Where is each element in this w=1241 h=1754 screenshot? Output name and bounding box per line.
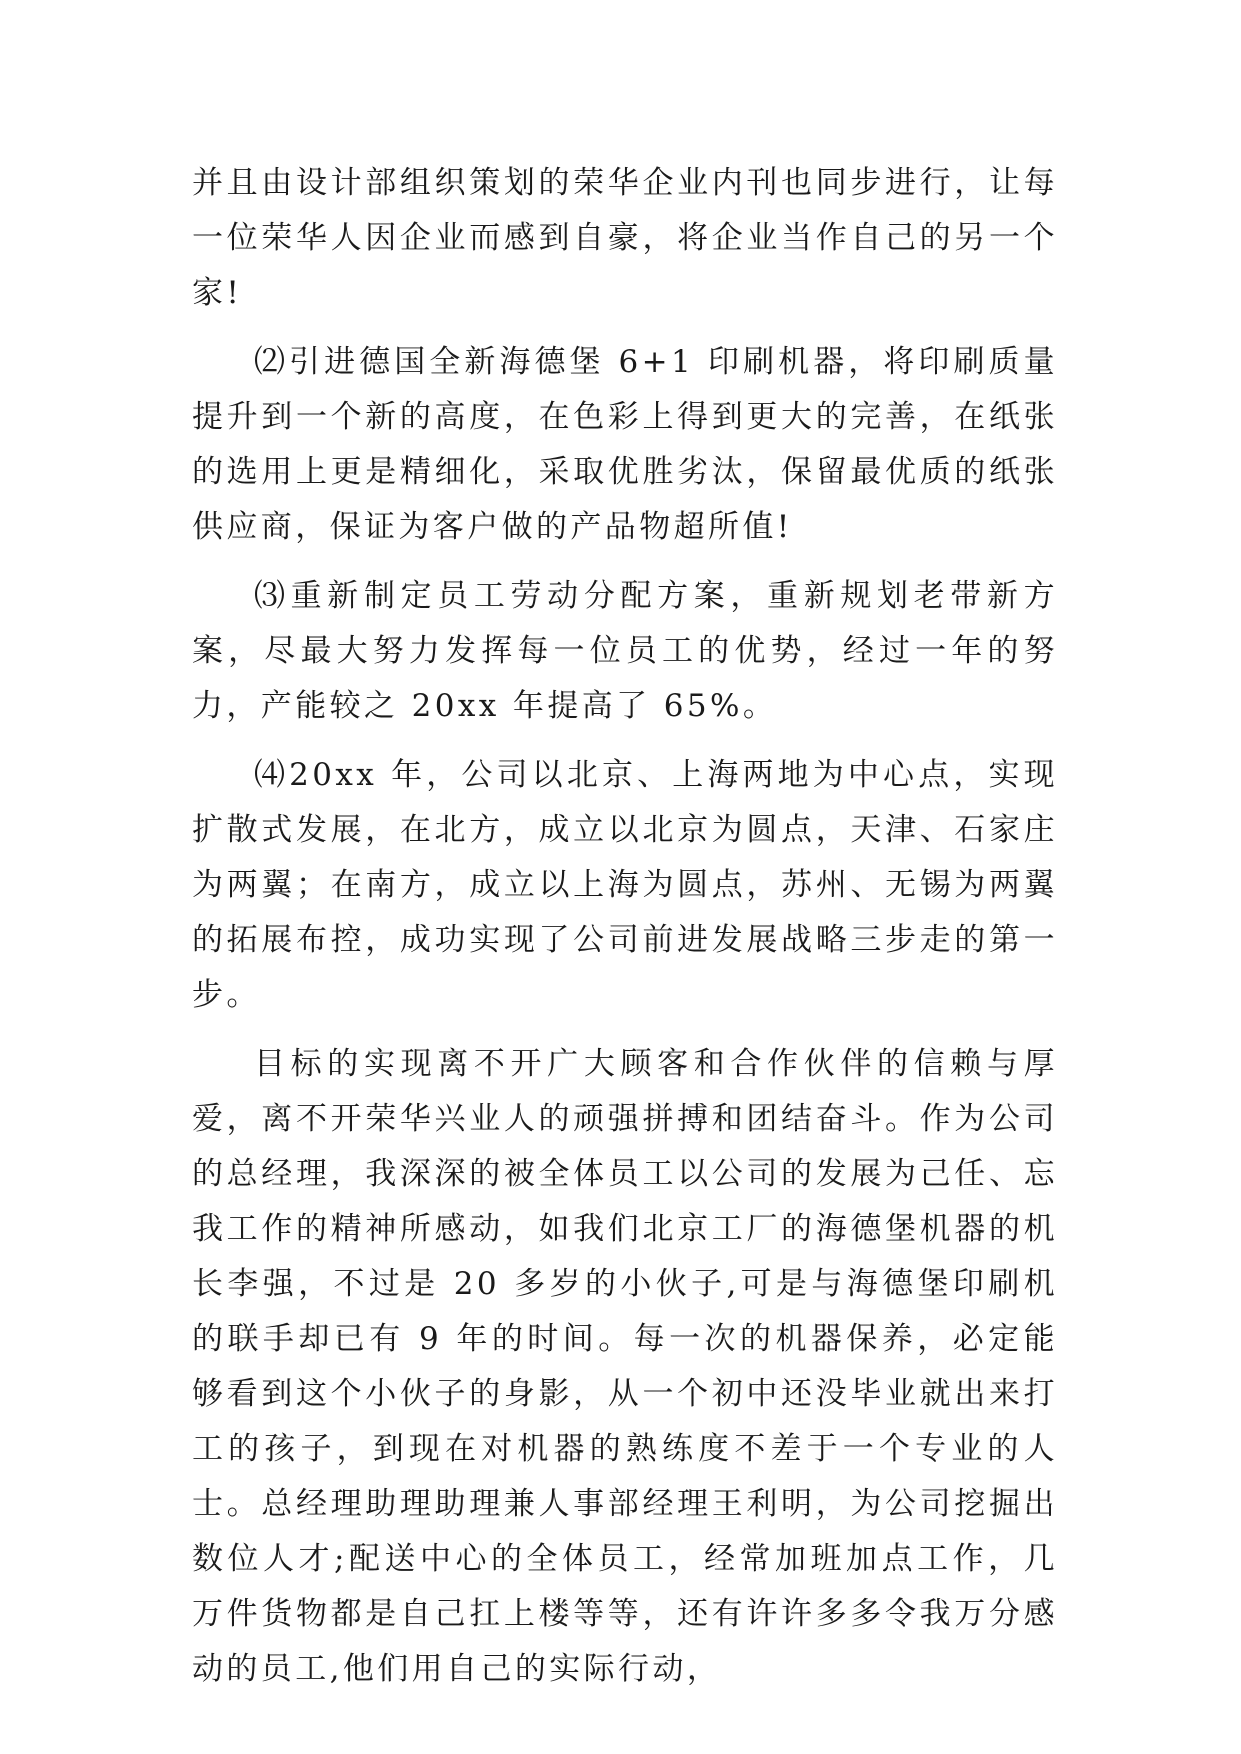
paragraph-staff-gratitude: 目标的实现离不开广大顾客和合作伙伴的信赖与厚爱，离不开荣华兴业人的顽强拼搏和团结奋斗。作为公司的总经理，我深深的被全体员工以公司的发展为己任、忘我工作的精神所感动，如我们北京工厂的海德堡机器的机长李强，不过是 20 多岁的小伙子,可是与海德堡印刷机的联手却已有 9 年的时间。每一次的机器保养，必定能够看到这个小伙子的身影，从一个初中还没毕业就出来打工的孩子，到现在对机器的熟练度不差于一个专业的人士。总经理助理助理兼人事部经理王利明，为公司挖掘出数位人才;配送中心的全体员工，经常加班加点工作，几万件货物都是自己扛上楼等等，还有许许多多令我万分感动的员工,他们用自己的实际行动， [192,1046,1058,1687]
paragraph-expansion: ⑷20xx 年，公司以北京、上海两地为中心点，实现扩散式发展，在北方，成立以北京为圆点，天津、石家庄为两翼；在南方，成立以上海为圆点，苏州、无锡为两翼的拓展布控，成功实现了公司前进发展战略三步走的第一步。 [192,757,1058,1013]
paragraph-labor-plan: ⑶重新制定员工劳动分配方案，重新规划老带新方案，尽最大努力发挥每一位员工的优势，经过一年的努力，产能较之 20xx 年提高了 65%。 [192,578,1058,724]
paragraph-printing-machine: ⑵引进德国全新海德堡 6+1 印刷机器，将印刷质量提升到一个新的高度，在色彩上得到更大的完善，在纸张的选用上更是精细化，采取优胜劣汰，保留最优质的纸张供应商，保证为客户做的产品物超所值! [192,344,1058,545]
document-body [192,156,1058,1711]
paragraph-intranet-journal: 并且由设计部组织策划的荣华企业内刊也同步进行，让每一位荣华人因企业而感到自豪，将企业当作自己的另一个家! [192,165,1058,311]
